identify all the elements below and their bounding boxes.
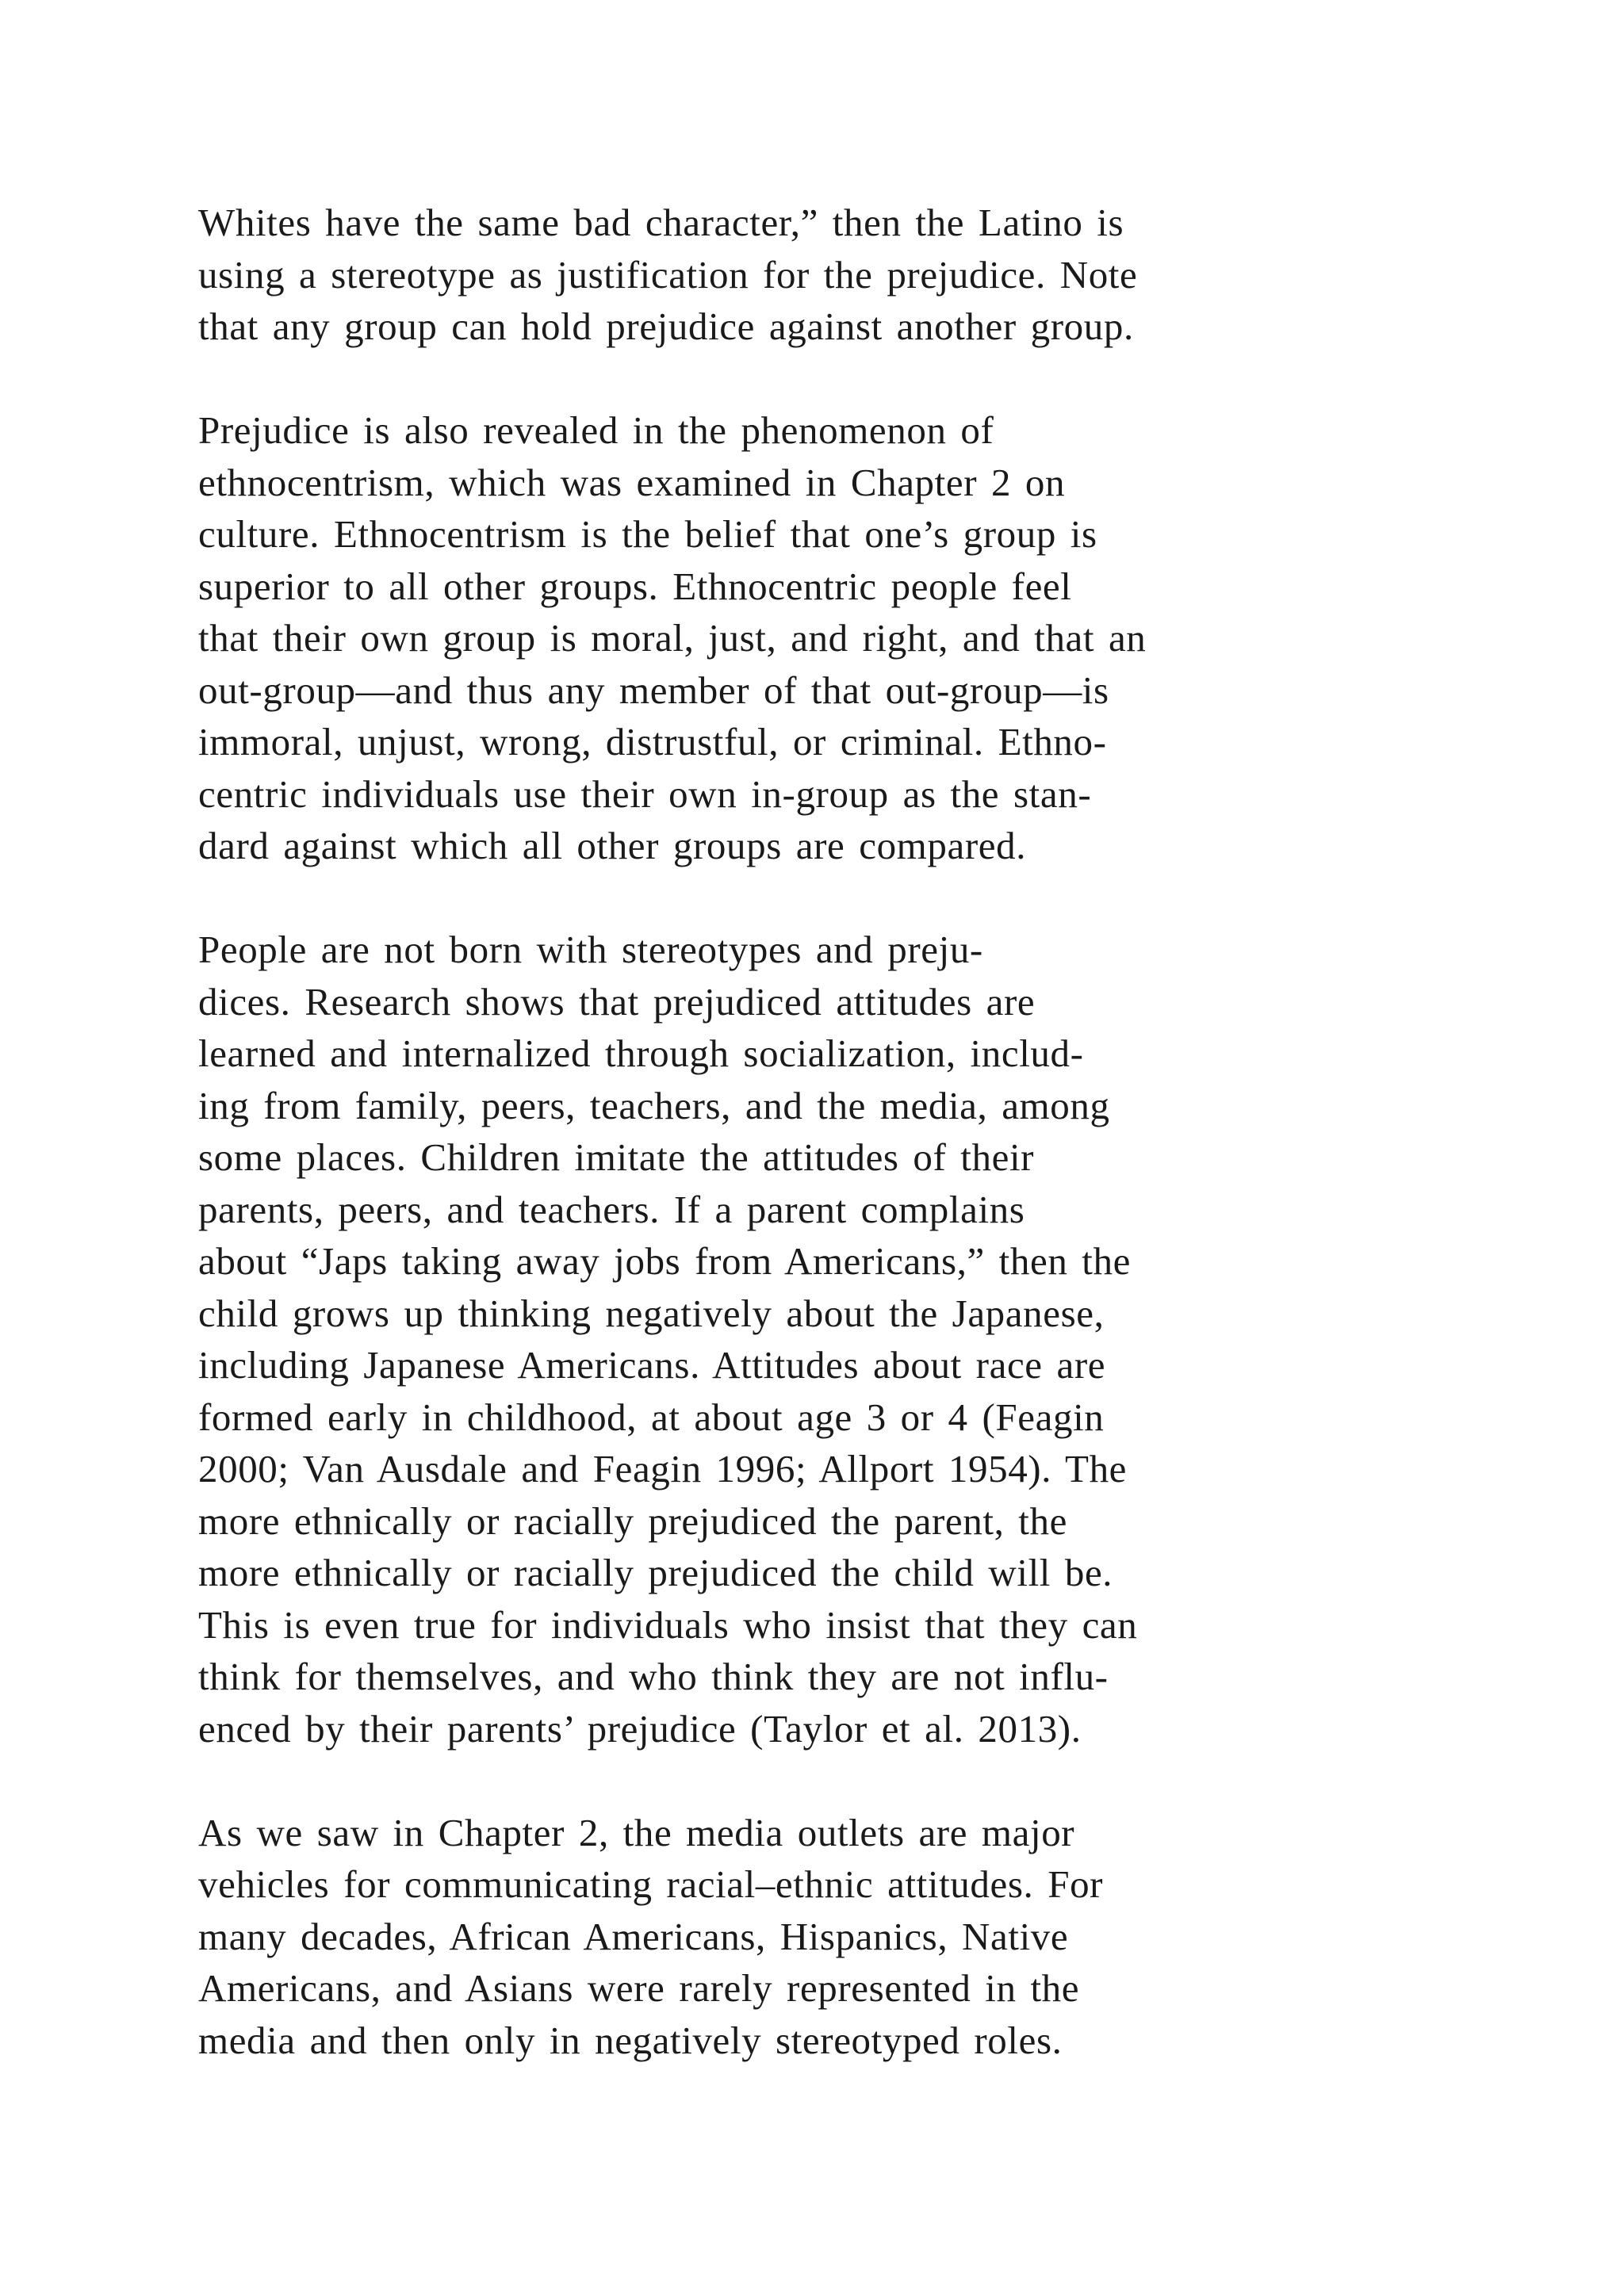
text-line: many decades, African Americans, Hispanics, Native — [198, 1914, 1069, 1958]
text-line: including Japanese Americans. Attitudes about race are — [198, 1343, 1106, 1387]
paragraph-4 — [198, 1807, 1546, 2067]
text-line: ing from family, peers, teachers, and the media, among — [198, 1083, 1110, 1127]
text-line: that their own group is moral, just, and right, and that an — [198, 616, 1147, 660]
text-line: People are not born with stereotypes and preju- — [198, 928, 983, 971]
text-line: Americans, and Asians were rarely represented in the — [198, 1966, 1080, 2010]
text-line: parents, peers, and teachers. If a parent complains — [198, 1187, 1025, 1231]
text-line: ethnocentrism, which was examined in Chapter 2 on — [198, 460, 1066, 504]
text-line: about “Japs taking away jobs from Americans,” then the — [198, 1239, 1131, 1283]
text-line: Prejudice is also revealed in the phenomenon of — [198, 408, 994, 452]
text-line: using a stereotype as justification for the prejudice. Note — [198, 252, 1138, 297]
text-line: enced by their parents’ prejudice (Taylor et al. 2013). — [198, 1706, 1082, 1751]
text-line: more ethnically or racially prejudiced the child will be. — [198, 1551, 1113, 1594]
text-line: think for themselves, and who think they are not influ- — [198, 1655, 1109, 1698]
text-line: that any group can hold prejudice against another group. — [198, 304, 1134, 348]
text-line: This is even true for individuals who insist that they can — [198, 1602, 1138, 1647]
text-line: more ethnically or racially prejudiced the parent, the — [198, 1498, 1067, 1543]
paragraph-2 — [198, 404, 1546, 872]
text-line: centric individuals use their own in-group as the stan- — [198, 771, 1092, 816]
text-line: dices. Research shows that prejudiced attitudes are — [198, 979, 1036, 1024]
text-line: As we saw in Chapter 2, the media outlets are major — [198, 1810, 1075, 1854]
text-line: formed early in childhood, at about age 3 or 4 (Feagin — [198, 1395, 1105, 1439]
text-line: out-group—and thus any member of that out-group—is — [198, 668, 1109, 712]
text-line: child grows up thinking negatively about the Japanese, — [198, 1291, 1105, 1335]
text-line: media and then only in negatively stereotyped roles. — [198, 2018, 1063, 2062]
text-line: Whites have the same bad character,” then the Latino is — [198, 201, 1124, 244]
text-line: learned and internalized through socialization, includ- — [198, 1031, 1084, 1075]
text-line: dard against which all other groups are compared. — [198, 824, 1027, 867]
paragraph-3 — [198, 924, 1546, 1755]
text-line: superior to all other groups. Ethnocentric people feel — [198, 564, 1072, 608]
paragraph-1 — [198, 197, 1546, 353]
text-line: vehicles for communicating racial–ethnic attitudes. For — [198, 1862, 1104, 1906]
text-line: some places. Children imitate the attitudes of their — [198, 1135, 1035, 1179]
text-line: 2000; Van Ausdale and Feagin 1996; Allport 1954). The — [198, 1447, 1128, 1490]
text-line: culture. Ethnocentrism is the belief that one’s group is — [198, 512, 1097, 556]
body-text — [198, 197, 1546, 2118]
text-line: immoral, unjust, wrong, distrustful, or criminal. Ethno- — [198, 720, 1107, 763]
